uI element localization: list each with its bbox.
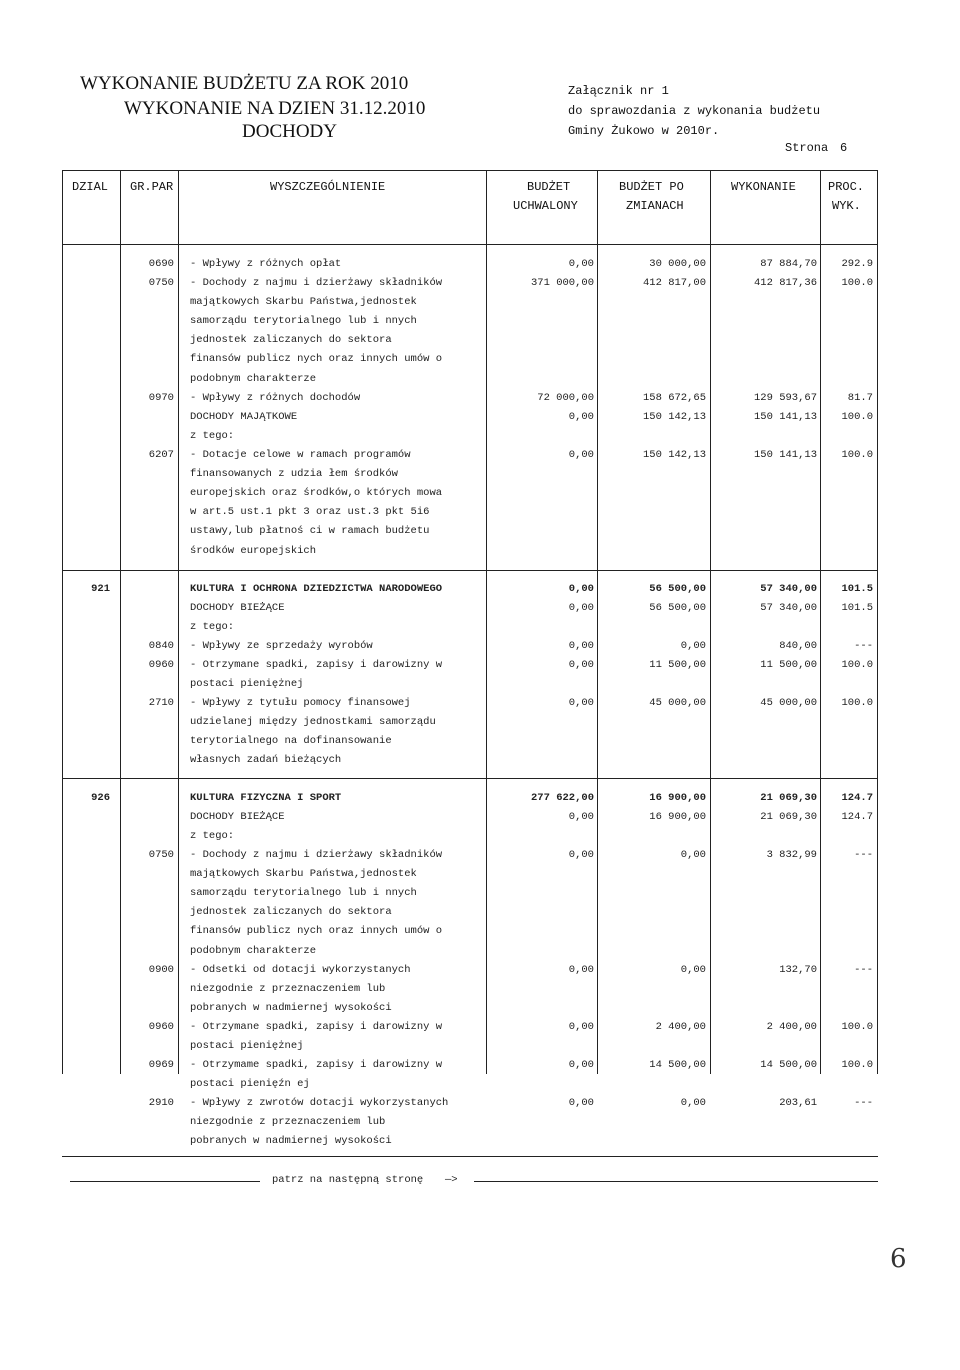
execution-cell: 14 500,00 [760,1059,817,1071]
description-line: postaci pieniężnej [190,678,304,691]
description-line: niezgodnie z przeznaczeniem lub [190,983,386,996]
col-budzet: BUDŻET [527,180,571,194]
col-budzet-po: BUDŻET PO [619,180,684,194]
title-line-1: WYKONANIE BUDŻETU ZA ROK 2010 [80,73,409,94]
budget-cell: 0,00 [568,449,594,461]
col-sep-budzet [597,170,598,1074]
execution-cell: 87 884,70 [760,258,817,270]
execution-cell: 3 832,99 [766,849,817,861]
col-gr-par: GR.PAR [130,180,174,194]
col-wyszczegolnienie: WYSZCZEGÓLNIENIE [270,180,386,194]
budget-cell: 72 000,00 [537,392,594,404]
description-line: postaci pienięźn ej [190,1078,310,1091]
budget-cell: 0,00 [568,849,594,861]
paragraph-cell: 2910 [148,1097,174,1109]
description-line: majątkowych Skarbu Państwa,jednostek [190,868,417,881]
budget-cell: 0,00 [568,811,594,823]
paragraph-cell: 0960 [148,659,174,671]
handwritten-page-mark: 6 [890,1244,907,1274]
col-sep-par [178,170,179,1074]
description-line: z tego: [190,830,235,842]
description-line: - Otrzymane spadki, zapisy i darowizny w [190,659,443,671]
percent-cell: 124.7 [841,792,873,804]
description-line: finansów publicz nych oraz innych umów o [190,353,443,366]
description-line: ustawy,lub płatnoś ci w ramach budżetu [190,525,430,538]
budget-after-changes-cell: 45 000,00 [649,697,706,709]
budget-cell: 0,00 [568,697,594,709]
description-line: KULTURA I OCHRONA DZIEDZICTWA NARODOWEGO [190,583,443,595]
paragraph-cell: 0690 [148,258,174,270]
execution-cell: 129 593,67 [753,392,817,404]
description-line: - Wpływy z tytułu pomocy finansowej [190,697,411,709]
col-sep-wykonanie [820,170,821,1074]
attachment-line-2: do sprawozdania z wykonania budżetu [568,104,821,118]
budget-after-changes-cell: 56 500,00 [649,602,706,614]
percent-cell: --- [854,964,873,976]
execution-cell: 412 817,36 [753,277,817,289]
footer-note: patrz na następną stronę [272,1174,424,1186]
paragraph-cell: 2710 [148,697,174,709]
budget-after-changes-cell: 2 400,00 [655,1021,706,1033]
description-line: - Otrzymame spadki, zapisy i darowizny w [190,1059,443,1071]
paragraph-cell: 0750 [148,277,174,289]
description-line: własnych zadań bieżących [190,754,342,767]
percent-cell: 100.0 [841,1059,873,1071]
execution-cell: 2 400,00 [766,1021,817,1033]
budget-after-changes-cell: 16 900,00 [649,792,706,804]
budget-after-changes-cell: 412 817,00 [642,277,706,289]
table-right-border [877,170,878,482]
description-line: KULTURA FIZYCZNA I SPORT [190,792,342,804]
page-label: Strona [785,141,829,155]
title-line-3: DOCHODY [242,121,337,142]
percent-cell: 101.5 [841,602,873,614]
budget-cell: 0,00 [568,1059,594,1071]
description-line: - Wpływy z różnych opłat [190,258,342,270]
attachment-line-3: Gminy Żukowo w 2010r. [568,124,720,138]
paragraph-cell: 0840 [148,640,174,652]
budget-after-changes-cell: 150 142,13 [642,411,706,423]
description-line: środków europejskich [190,544,317,557]
section-rule-921 [62,570,878,571]
description-line: - Wpływy z zwrotów dotacji wykorzystanych [190,1097,449,1109]
paragraph-cell: 0900 [148,964,174,976]
description-line: jednostek zaliczanych do sektora [190,906,392,919]
page-number: 6 [840,141,848,155]
description-line: niezgodnie z przeznaczeniem lub [190,1116,386,1129]
budget-after-changes-cell: 30 000,00 [649,258,706,270]
budget-after-changes-cell: 158 672,65 [642,392,706,404]
percent-cell: 124.7 [841,811,873,823]
section-rule-926 [62,778,878,779]
col-dzial: DZIAL [72,180,109,194]
execution-cell: 150 141,13 [753,449,817,461]
execution-cell: 150 141,13 [753,411,817,423]
budget-after-changes-cell: 0,00 [680,640,706,652]
budget-cell: 0,00 [568,1097,594,1109]
col-proc-sub: WYK. [832,199,861,213]
col-wykonanie: WYKONANIE [731,180,796,194]
description-line: z tego: [190,430,235,442]
description-line: terytorialnego na dofinansowanie [190,735,392,748]
execution-cell: 45 000,00 [760,697,817,709]
table-left-border [62,170,63,482]
description-line: DOCHODY MAJĄTKOWE [190,411,298,423]
budget-after-changes-cell: 150 142,13 [642,449,706,461]
budget-cell: 0,00 [568,1021,594,1033]
description-line: jednostek zaliczanych do sektora [190,334,392,347]
table-bottom-rule [62,1156,878,1157]
percent-cell: 100.0 [841,449,873,461]
execution-cell: 57 340,00 [760,583,817,595]
paragraph-cell: 0970 [148,392,174,404]
title-line-2: WYKONANIE NA DZIEN 31.12.2010 [124,98,426,119]
description-line: udzielanej między jednostkami samorządu [190,716,436,729]
execution-cell: 11 500,00 [760,659,817,671]
description-line: - Odsetki od dotacji wykorzystanych [190,964,411,976]
budget-after-changes-cell: 0,00 [680,964,706,976]
execution-cell: 840,00 [779,640,817,652]
description-line: - Dotacje celowe w ramach programów [190,449,411,461]
attachment-line-1: Załącznik nr 1 [568,84,669,98]
paragraph-cell: 6207 [148,449,174,461]
description-line: - Dochody z najmu i dzierżawy składników [190,277,443,289]
budget-after-changes-cell: 14 500,00 [649,1059,706,1071]
paragraph-cell: 0969 [148,1059,174,1071]
col-sep-dzial [120,170,121,1074]
description-line: majątkowych Skarbu Państwa,jednostek [190,296,417,309]
budget-cell: 0,00 [568,583,594,595]
budget-cell: 371 000,00 [530,277,594,289]
col-budzet-sub: UCHWALONY [513,199,578,213]
percent-cell: 100.0 [841,697,873,709]
footer-rule-right [474,1181,878,1182]
budget-after-changes-cell: 0,00 [680,849,706,861]
percent-cell: 100.0 [841,277,873,289]
header-top-rule [62,170,878,171]
percent-cell: 100.0 [841,1021,873,1033]
description-line: - Dochody z najmu i dzierżawy składników [190,849,443,861]
description-line: samorządu terytorialnego lub i nnych [190,887,417,900]
paragraph-cell: 0750 [148,849,174,861]
execution-cell: 21 069,30 [760,792,817,804]
description-line: - Wpływy ze sprzedaży wyrobów [190,640,373,652]
description-line: postaci pieniężnej [190,1040,304,1053]
percent-cell: --- [854,640,873,652]
description-line: finansowanych z udzia łem środków [190,468,398,481]
dzial-cell: 921 [91,583,110,595]
budget-cell: 0,00 [568,659,594,671]
budget-cell: 0,00 [568,258,594,270]
budget-cell: 0,00 [568,602,594,614]
budget-after-changes-cell: 0,00 [680,1097,706,1109]
budget-cell: 0,00 [568,964,594,976]
description-line: podobnym charakterze [190,372,317,385]
description-line: - Wpływy z różnych dochodów [190,392,361,404]
execution-cell: 21 069,30 [760,811,817,823]
budget-cell: 0,00 [568,411,594,423]
percent-cell: 100.0 [841,411,873,423]
description-line: w art.5 ust.1 pkt 3 oraz ust.3 pkt 5i6 [190,506,430,519]
description-line: DOCHODY BIEŻĄCE [190,602,285,614]
execution-cell: 132,70 [779,964,817,976]
description-line: europejskich oraz środków,o których mowa [190,487,443,500]
percent-cell: 101.5 [841,583,873,595]
percent-cell: 81.7 [847,392,873,404]
execution-cell: 57 340,00 [760,602,817,614]
col-proc: PROC. [828,180,865,194]
description-line: DOCHODY BIEŻĄCE [190,811,285,823]
description-line: podobnym charakterze [190,944,317,957]
dzial-cell: 926 [91,792,110,804]
description-line: - Otrzymane spadki, zapisy i darowizny w [190,1021,443,1033]
header-bottom-rule [62,244,878,245]
budget-after-changes-cell: 16 900,00 [649,811,706,823]
footer-arrow: —> [445,1174,458,1186]
percent-cell: --- [854,1097,873,1109]
description-line: samorządu terytorialnego lub i nnych [190,315,417,328]
description-line: z tego: [190,621,235,633]
budget-after-changes-cell: 56 500,00 [649,583,706,595]
percent-cell: --- [854,849,873,861]
paragraph-cell: 0960 [148,1021,174,1033]
budget-cell: 0,00 [568,640,594,652]
budget-after-changes-cell: 11 500,00 [649,659,706,671]
percent-cell: 100.0 [841,659,873,671]
budget-cell: 277 622,00 [530,792,594,804]
percent-cell: 292.9 [841,258,873,270]
footer-rule-left [70,1181,260,1182]
description-line: finansów publicz nych oraz innych umów o [190,925,443,938]
col-budzet-po-sub: ZMIANACH [626,199,684,213]
description-line: pobranych w nadmiernej wysokości [190,1002,392,1015]
execution-cell: 203,61 [779,1097,817,1109]
col-sep-budzet-po [710,170,711,1074]
description-line: pobranych w nadmiernej wysokości [190,1135,392,1148]
